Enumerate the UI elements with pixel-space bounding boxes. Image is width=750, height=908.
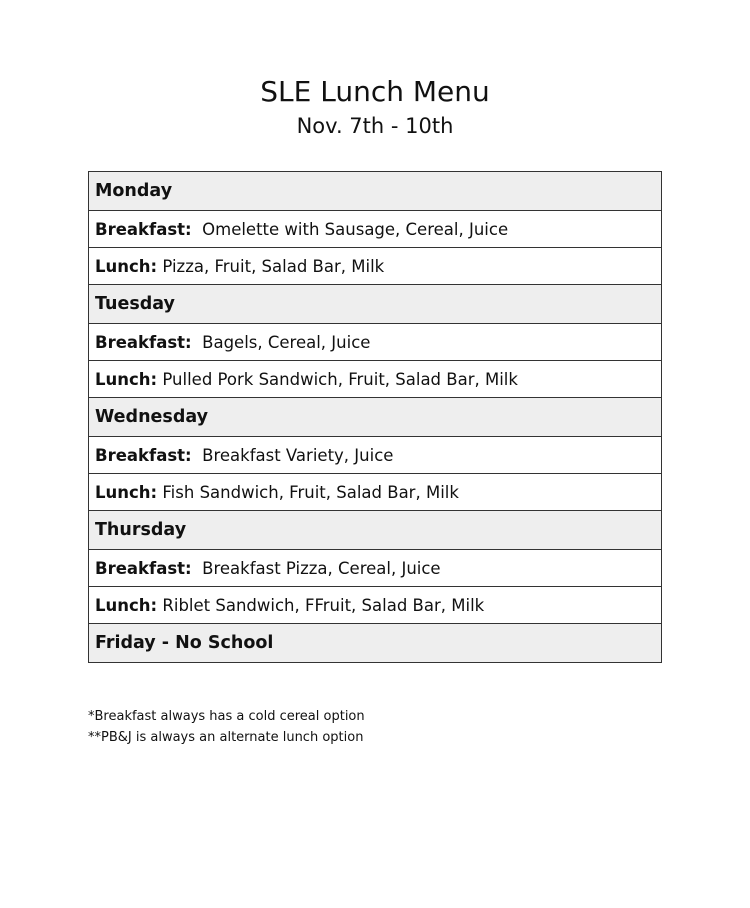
- breakfast-cell: [89, 550, 662, 587]
- lunch-label: Lunch:: [95, 595, 158, 615]
- breakfast-row: [89, 211, 662, 248]
- lunch-cell: [89, 361, 662, 398]
- day-row-thursday: [89, 511, 662, 550]
- lunch-items: Riblet Sandwich, FFruit, Salad Bar, Milk: [162, 595, 485, 615]
- page-subtitle: Nov. 7th - 10th: [296, 114, 454, 138]
- lunch-row: [89, 361, 662, 398]
- breakfast-cell: [89, 211, 662, 248]
- day-row-monday: [89, 172, 662, 211]
- lunch-row: [89, 474, 662, 511]
- lunch-items: Pizza, Fruit, Salad Bar, Milk: [162, 256, 385, 276]
- lunch-cell: [89, 474, 662, 511]
- lunch-row: [89, 587, 662, 624]
- day-heading: Wednesday: [89, 398, 662, 437]
- lunch-items: Fish Sandwich, Fruit, Salad Bar, Milk: [162, 482, 459, 502]
- lunch-label: Lunch:: [95, 482, 158, 502]
- day-heading: Friday - No School: [89, 624, 662, 663]
- lunch-row: [89, 248, 662, 285]
- menu-table: [88, 171, 662, 663]
- day-row-friday: [89, 624, 662, 663]
- footnote-breakfast: *Breakfast always has a cold cereal option: [88, 709, 365, 724]
- breakfast-row: [89, 324, 662, 361]
- day-heading: Tuesday: [89, 285, 662, 324]
- breakfast-items: Breakfast Variety, Juice: [202, 445, 394, 465]
- breakfast-cell: [89, 437, 662, 474]
- day-heading: Monday: [89, 172, 662, 211]
- lunch-label: Lunch:: [95, 256, 158, 276]
- breakfast-label: Breakfast:: [95, 219, 192, 239]
- lunch-cell: [89, 248, 662, 285]
- page-title: SLE Lunch Menu: [260, 75, 490, 108]
- breakfast-row: [89, 550, 662, 587]
- breakfast-label: Breakfast:: [95, 445, 192, 465]
- breakfast-cell: [89, 324, 662, 361]
- breakfast-items: Omelette with Sausage, Cereal, Juice: [202, 219, 509, 239]
- breakfast-items: Bagels, Cereal, Juice: [202, 332, 371, 352]
- day-row-tuesday: [89, 285, 662, 324]
- footnote-lunch: **PB&J is always an alternate lunch option: [88, 730, 364, 745]
- day-heading: Thursday: [89, 511, 662, 550]
- breakfast-row: [89, 437, 662, 474]
- breakfast-label: Breakfast:: [95, 332, 192, 352]
- footnotes: [88, 706, 365, 748]
- breakfast-label: Breakfast:: [95, 558, 192, 578]
- day-row-wednesday: [89, 398, 662, 437]
- lunch-label: Lunch:: [95, 369, 158, 389]
- breakfast-items: Breakfast Pizza, Cereal, Juice: [202, 558, 441, 578]
- lunch-cell: [89, 587, 662, 624]
- lunch-items: Pulled Pork Sandwich, Fruit, Salad Bar, Milk: [162, 369, 518, 389]
